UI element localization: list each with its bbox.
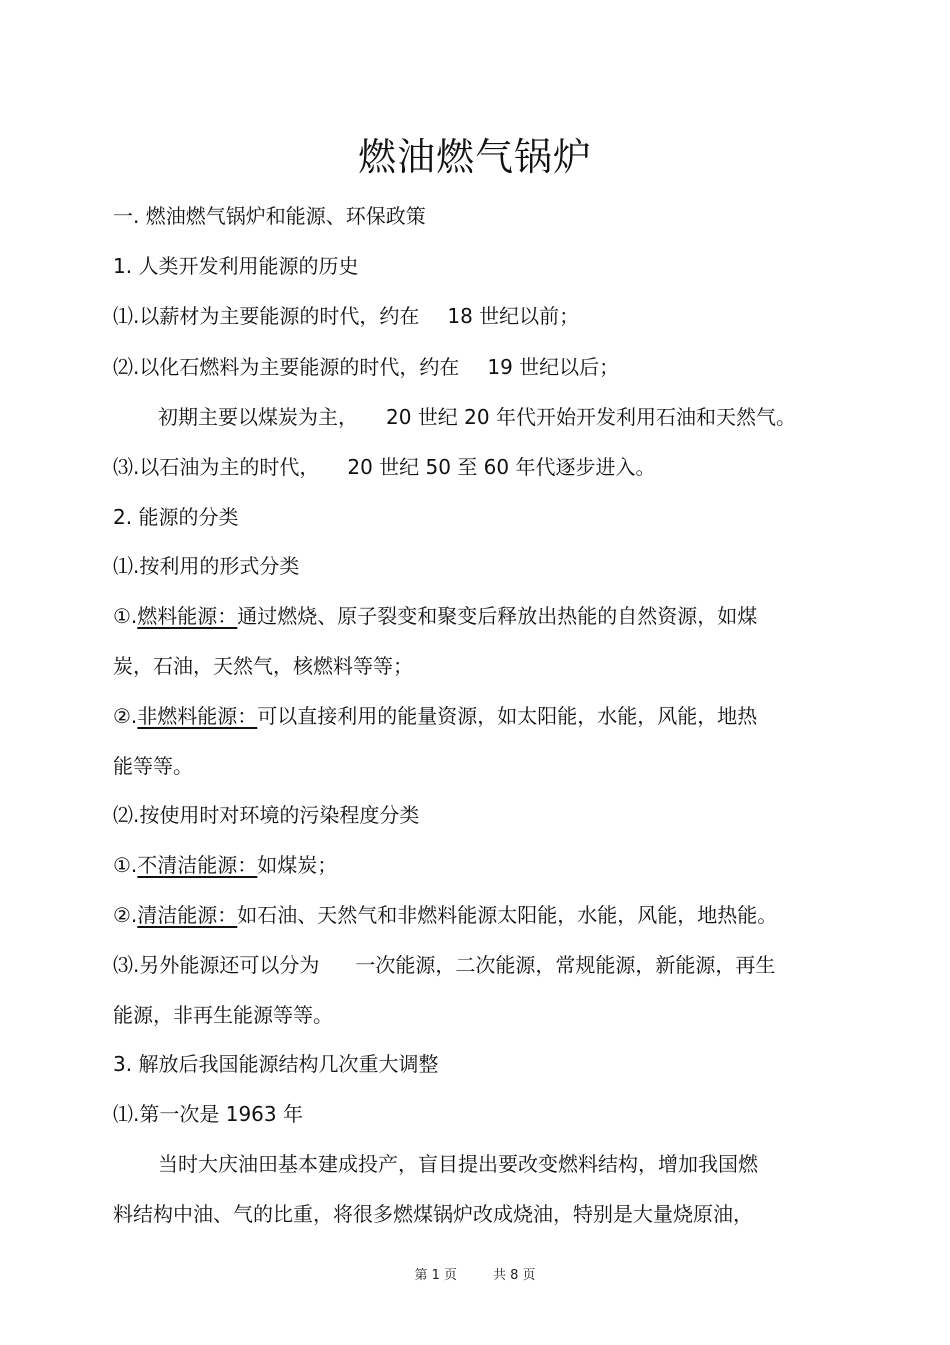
paragraph-line — [113, 601, 757, 631]
underlined-term: 燃料能源： — [137, 604, 238, 628]
text-span: ①. — [113, 604, 138, 628]
underlined-term: 不清洁能源： — [137, 853, 258, 877]
paragraph-line: ⑵.按使用时对环境的污染程度分类 — [113, 803, 420, 827]
text-span: 19 世纪以后； — [487, 355, 620, 379]
text-span: 可以直接利用的能量资源，如太阳能，水能，风能，地热 — [257, 704, 758, 728]
text-span: ⑴.以薪材为主要能源的时代，约在 — [113, 304, 420, 328]
page-footer — [0, 1266, 950, 1286]
paragraph-line — [113, 452, 656, 482]
subsection-heading-2: 2. 能源的分类 — [113, 505, 239, 529]
document-title: 燃油燃气锅炉 — [357, 135, 592, 179]
text-span: ⑶.以石油为主的时代， — [113, 455, 320, 479]
paragraph-line — [113, 701, 757, 731]
paragraph-line — [113, 950, 775, 980]
text-span: ⑵.以化石燃料为主要能源的时代，约在 — [113, 355, 460, 379]
underlined-term: 非燃料能源： — [137, 704, 258, 728]
paragraph-line — [158, 402, 796, 432]
text-span: 如石油、天然气和非燃料能源太阳能，水能，风能，地热能。 — [237, 903, 778, 927]
text-span: 18 世纪以前； — [447, 304, 580, 328]
text-span: ②. — [113, 704, 138, 728]
text-span: ⑶.另外能源还可以分为 — [113, 953, 320, 977]
paragraph-line: 炭，石油，天然气，核燃料等等； — [113, 654, 413, 678]
paragraph-line — [113, 900, 777, 930]
underlined-term: 清洁能源： — [137, 903, 238, 927]
paragraph-line: 能等等。 — [113, 754, 193, 778]
text-span: 20 世纪 50 至 60 年代逐步进入。 — [347, 455, 656, 479]
text-span: 如煤炭； — [257, 853, 338, 877]
paragraph-line: 料结构中油、气的比重，将很多燃煤锅炉改成烧油，特别是大量烧原油， — [113, 1202, 753, 1226]
page-number: 第 1 页 — [414, 1268, 457, 1283]
page-total: 共 8 页 — [493, 1268, 536, 1283]
paragraph-line: ⑴.第一次是 1963 年 — [113, 1102, 303, 1126]
text-span: ②. — [113, 903, 138, 927]
subsection-heading-3: 3. 解放后我国能源结构几次重大调整 — [113, 1052, 439, 1076]
text-span: 一次能源，二次能源，常规能源，新能源，再生 — [355, 953, 776, 977]
subsection-heading-1: 1. 人类开发利用能源的历史 — [113, 254, 359, 278]
paragraph-line — [113, 352, 619, 382]
text-span: 通过燃烧、原子裂变和聚变后释放出热能的自然资源，如煤 — [237, 604, 758, 628]
text-span: 初期主要以煤炭为主， — [158, 405, 358, 429]
text-span: 20 世纪 20 年代开始开发利用石油和天然气。 — [386, 405, 796, 429]
paragraph-line — [113, 301, 579, 331]
paragraph-line — [113, 850, 337, 880]
paragraph-line: ⑴.按利用的形式分类 — [113, 554, 300, 578]
text-span: ①. — [113, 853, 138, 877]
paragraph-line: 当时大庆油田基本建成投产，盲目提出要改变燃料结构，增加我国燃 — [158, 1152, 758, 1176]
section-heading-1: 一. 燃油燃气锅炉和能源、环保政策 — [113, 204, 426, 228]
paragraph-line: 能源，非再生能源等等。 — [113, 1003, 333, 1027]
